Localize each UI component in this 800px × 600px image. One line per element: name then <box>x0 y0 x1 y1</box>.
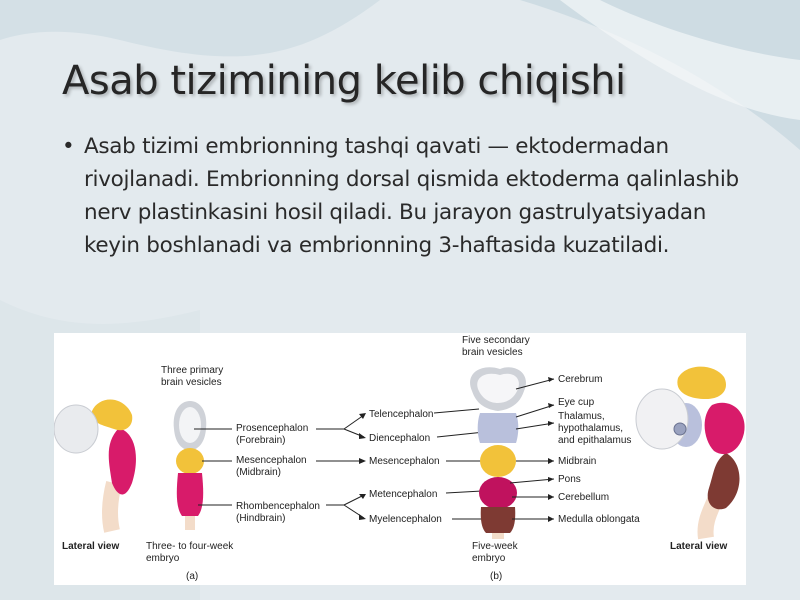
mesencephalon-vesicle-b <box>480 445 516 477</box>
metencephalon-vesicle <box>479 477 517 509</box>
right-embryo-metencephalon <box>705 403 745 454</box>
spinal-cord-a <box>185 516 195 530</box>
panel-a-heading-line1: Three primary <box>161 365 224 376</box>
mesencephalon-label-a: Mesencephalon <box>236 455 307 466</box>
left-embryo-hindbrain <box>109 428 136 495</box>
rhombencephalon-label: Rhombencephalon <box>236 501 320 512</box>
eye-cup-label: Eye cup <box>558 397 595 408</box>
lateral-view-left-embryo <box>54 399 136 531</box>
thalamus-label-line3: and epithalamus <box>558 435 632 446</box>
three-vesicle-tube <box>174 401 207 530</box>
panel-b-caption-line1: Five-week <box>472 541 518 552</box>
right-embryo-myelencephalon <box>708 453 740 509</box>
lateral-view-right-embryo <box>636 367 745 538</box>
panel-b-heading-line2: brain vesicles <box>462 347 523 358</box>
left-embryo-forebrain <box>54 405 98 453</box>
myelencephalon-label: Myelencephalon <box>369 514 442 525</box>
diencephalon-label: Diencephalon <box>369 433 431 444</box>
panel-b-heading-line1: Five secondary <box>462 335 530 346</box>
brain-diagram <box>54 333 746 585</box>
medulla-oblongata-label: Medulla oblongata <box>558 514 640 525</box>
pons-label: Pons <box>558 474 581 485</box>
hindbrain-label: (Hindbrain) <box>236 513 286 524</box>
prosencephalon-label: Prosencephalon <box>236 423 309 434</box>
right-embryo-midbrain <box>677 367 726 399</box>
myelencephalon-vesicle <box>481 507 516 533</box>
bullet-list <box>62 130 762 262</box>
panel-a-caption-line2: embryo <box>146 553 180 564</box>
right-embryo-telencephalon <box>636 389 688 449</box>
branch-connectors <box>316 415 364 518</box>
panel-a-caption-line1: Three- to four-week <box>146 541 234 552</box>
diencephalon-vesicle <box>478 413 519 443</box>
rhombencephalon-vesicle <box>177 473 203 516</box>
lateral-view-right-label: Lateral view <box>670 541 728 552</box>
brain-development-figure <box>54 333 746 585</box>
midbrain-label-a: (Midbrain) <box>236 467 282 478</box>
spinal-cord-b <box>492 533 504 539</box>
telencephalon-label: Telencephalon <box>369 409 434 420</box>
right-embryo-eye-cup <box>674 423 686 435</box>
mesencephalon-vesicle <box>176 448 204 474</box>
midbrain-label-b: Midbrain <box>558 456 597 467</box>
panel-b-caption-line2: embryo <box>472 553 506 564</box>
thalamus-label-line2: hypothalamus, <box>558 423 624 434</box>
cerebrum-label: Cerebrum <box>558 374 603 385</box>
thalamus-label-line1: Thalamus, <box>558 411 605 422</box>
metencephalon-label: Metencephalon <box>369 489 438 500</box>
panel-b-arrowheads <box>548 377 554 522</box>
prosencephalon-lumen <box>179 407 201 443</box>
lateral-view-left-label: Lateral view <box>62 541 120 552</box>
branch-arrowheads <box>359 413 366 520</box>
five-vesicle-tube <box>470 367 526 539</box>
left-embryo-cord <box>110 483 114 531</box>
cerebellum-label: Cerebellum <box>558 492 610 503</box>
panel-a-letter: (a) <box>186 571 199 582</box>
panel-a-heading-line2: brain vesicles <box>161 377 222 388</box>
slide-title: Asab tizimining kelib chiqishi <box>62 58 626 104</box>
mesencephalon-label-middle: Mesencephalon <box>369 456 440 467</box>
forebrain-label: (Forebrain) <box>236 435 286 446</box>
bullet-item: • Asab tizimi embrionning tashqi qavati — ektodermadan rivojlanadi. Embrionning dorsal qismida ektoderma qalinlashib nerv plastinkasini hosil qiladi. Bu jarayon gastrulyatsiyadan keyin boshlanadi va embrionning 3-haftasida kuzatiladi. <box>62 130 762 262</box>
panel-b-letter: (b) <box>490 571 503 582</box>
